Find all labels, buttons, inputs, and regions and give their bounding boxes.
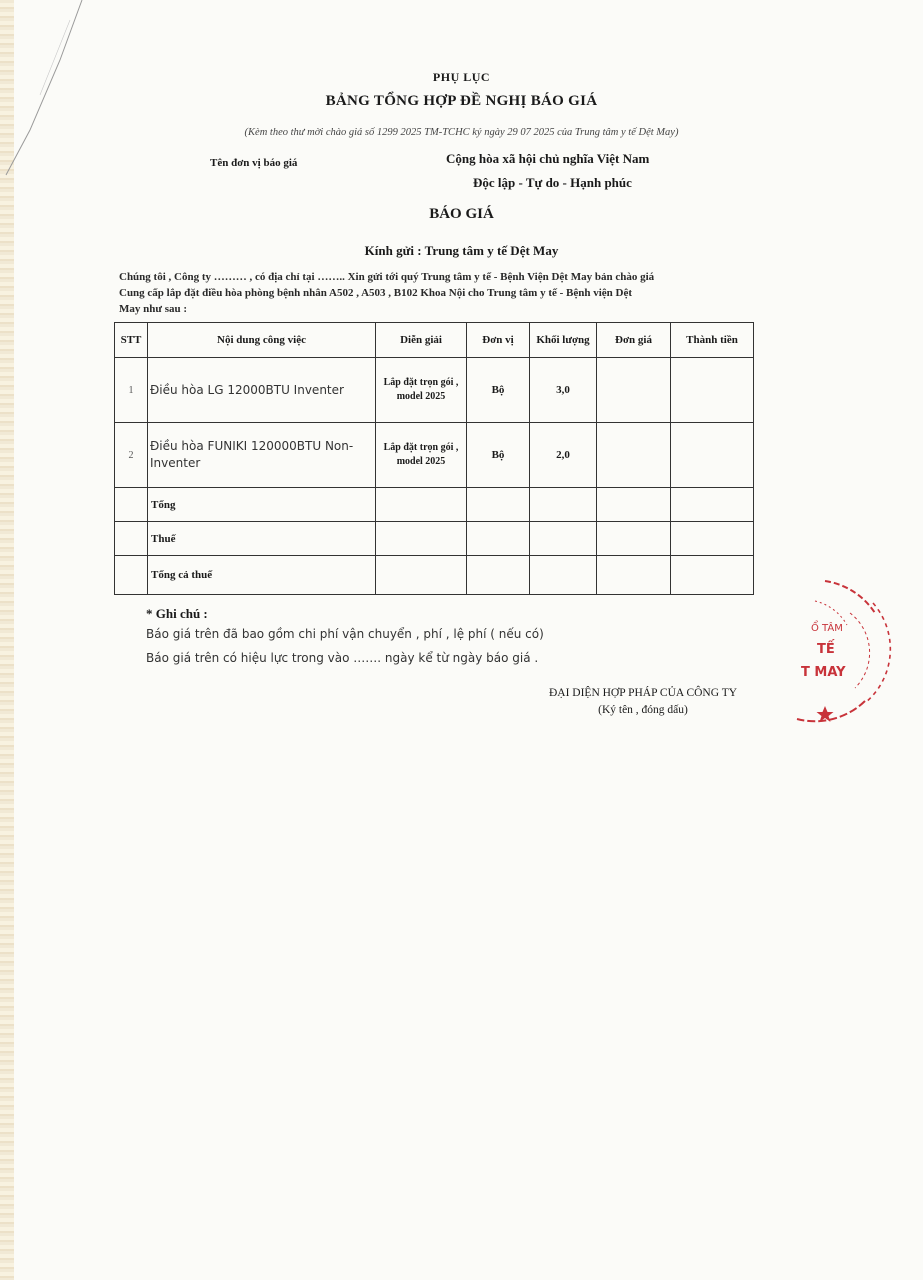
header-unit: Đơn vị	[467, 323, 530, 358]
cell-stt	[115, 358, 148, 423]
cell-empty	[597, 488, 671, 522]
cell-tax-label	[148, 522, 376, 556]
intro-line: Cung cấp lắp đặt điều hòa phòng bệnh nhân A502 , A503 , B102 Khoa Nội cho Trung tâm y tế - Bệnh viện Dệt	[119, 287, 633, 299]
cell-content	[148, 423, 376, 488]
cell-unit: Bộ	[467, 423, 530, 488]
quote-table	[114, 322, 754, 595]
total-row	[115, 488, 754, 522]
cell-quantity: 3,0	[530, 358, 597, 423]
cell-empty	[376, 556, 467, 595]
cell-empty	[671, 556, 754, 595]
red-stamp	[795, 573, 923, 725]
cell-empty	[530, 556, 597, 595]
intro-line: May như sau :	[119, 303, 188, 315]
description-value: Lắp đặt trọn gói , model 2025	[383, 377, 459, 402]
unit-label: Tên đơn vị báo giá	[210, 157, 298, 169]
republic-heading: Cộng hòa xã hội chủ nghĩa Việt Nam	[446, 151, 650, 166]
description-value: Lắp đặt trọn gói , model 2025	[383, 442, 459, 467]
cell-empty	[597, 522, 671, 556]
note-line: Báo giá trên đã bao gồm chi phí vận chuyển , phí , lệ phí ( nếu có)	[146, 627, 544, 641]
tax-label: Thuế	[151, 532, 176, 545]
cell-empty	[376, 488, 467, 522]
cell-content	[148, 358, 376, 423]
content-value: Điều hòa LG 12000BTU Inventer	[150, 382, 344, 397]
paper-edge	[0, 0, 14, 1280]
tax-row	[115, 522, 754, 556]
cell-amount	[671, 423, 754, 488]
national-motto: Độc lập - Tự do - Hạnh phúc	[473, 175, 632, 190]
cell-empty	[671, 522, 754, 556]
cell-stt	[115, 423, 148, 488]
header-stt: STT	[115, 323, 148, 358]
sign-note: (Ký tên , đóng dấu)	[598, 704, 688, 716]
cell-total-label	[148, 488, 376, 522]
cell-unit-price	[597, 423, 671, 488]
cell-total-with-tax-label	[148, 556, 376, 595]
cell-empty	[115, 522, 148, 556]
representative-title: ĐẠI DIỆN HỢP PHÁP CỦA CÔNG TY	[548, 687, 738, 699]
total-label: Tổng	[151, 498, 176, 511]
cell-empty	[467, 488, 530, 522]
cell-empty	[467, 556, 530, 595]
cell-empty	[115, 488, 148, 522]
stamp-text-3: T MAY	[801, 665, 846, 680]
header-description: Diễn giải	[376, 323, 467, 358]
table-header-row	[115, 323, 754, 358]
cell-amount	[671, 358, 754, 423]
page-fold-mark	[0, 0, 90, 180]
intro-line: Chúng tôi , Công ty ……… , có địa chỉ tại …….. Xin gửi tới quý Trung tâm y tế - Bệnh Viện Dệt May bản chào giá	[119, 271, 655, 283]
header-content: Nội dung công việc	[148, 323, 376, 358]
stt-value: 1	[128, 385, 134, 396]
note-line: Báo giá trên có hiệu lực trong vào ……. ngày kể từ ngày báo giá .	[146, 651, 539, 665]
cell-unit-price	[597, 358, 671, 423]
signature-block	[528, 685, 758, 719]
cell-empty	[530, 522, 597, 556]
header-unit-price: Đơn giá	[597, 323, 671, 358]
table-row	[115, 358, 754, 423]
cell-quantity: 2,0	[530, 423, 597, 488]
cell-description	[376, 423, 467, 488]
cell-description	[376, 358, 467, 423]
cell-empty	[671, 488, 754, 522]
attached-note: (Kèm theo thư mời chào giá số 1299 2025 TM-TCHC ký ngày 29 07 2025 của Trung tâm y tế Dệt May)	[244, 127, 679, 138]
cell-empty	[115, 556, 148, 595]
table-row	[115, 423, 754, 488]
cell-empty	[376, 522, 467, 556]
table-title: BẢNG TỔNG HỢP ĐỀ NGHỊ BÁO GIÁ	[325, 93, 598, 109]
total-with-tax-label: Tổng cả thuế	[151, 569, 213, 581]
appendix-label: PHỤ LỤC	[432, 70, 491, 84]
content-value: Điều hòa FUNIKI 120000BTU Non-Inventer	[150, 439, 354, 470]
header-quantity: Khối lượng	[530, 323, 597, 358]
cell-empty	[467, 522, 530, 556]
stamp-text-1: Ổ TÂM	[811, 623, 843, 634]
stamp-text-2: TẾ	[817, 642, 835, 657]
notes-title: * Ghi chú :	[146, 606, 208, 621]
total-with-tax-row	[115, 556, 754, 595]
header-amount: Thành tiền	[671, 323, 754, 358]
cell-empty	[530, 488, 597, 522]
intro-paragraph	[119, 269, 759, 317]
cell-empty	[597, 556, 671, 595]
quote-title: BÁO GIÁ	[429, 206, 494, 222]
cell-unit: Bộ	[467, 358, 530, 423]
stt-value: 2	[128, 450, 134, 461]
recipient-line: Kính gửi : Trung tâm y tế Dệt May	[364, 243, 559, 258]
